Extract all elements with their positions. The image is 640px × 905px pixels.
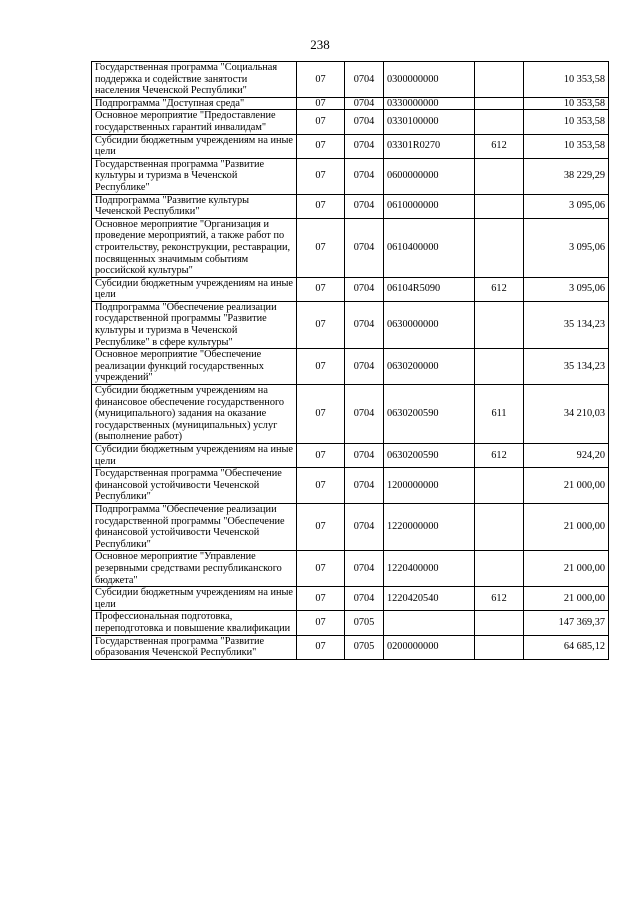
subsection-code-cell: 0704 [345, 587, 384, 611]
amount-cell: 3 095,06 [524, 277, 609, 301]
expense-type-cell [475, 503, 524, 550]
section-code-cell: 07 [297, 349, 345, 385]
target-article-cell: 1220000000 [384, 503, 475, 550]
table-row [92, 551, 609, 587]
subsection-code-cell: 0704 [345, 503, 384, 550]
table-row [92, 62, 609, 98]
section-code-cell: 07 [297, 468, 345, 504]
target-article-cell: 1220420540 [384, 587, 475, 611]
table-row [92, 635, 609, 659]
target-article-cell: 0630200590 [384, 385, 475, 444]
amount-cell: 21 000,00 [524, 551, 609, 587]
amount-cell: 34 210,03 [524, 385, 609, 444]
row-name-cell: Основное мероприятие "Обеспечение реализации функций государственных учреждений" [92, 349, 297, 385]
subsection-code-cell: 0705 [345, 635, 384, 659]
section-code-cell: 07 [297, 551, 345, 587]
section-code-cell: 07 [297, 587, 345, 611]
subsection-code-cell: 0704 [345, 277, 384, 301]
amount-cell: 21 000,00 [524, 587, 609, 611]
row-name-cell: Субсидии бюджетным учреждениям на финансовое обеспечение государственного (муниципального) задания на оказание государственных (муниципальных) услуг (выполнение работ) [92, 385, 297, 444]
target-article-cell: 0600000000 [384, 158, 475, 194]
expense-type-cell [475, 158, 524, 194]
expense-type-cell: 612 [475, 444, 524, 468]
section-code-cell: 07 [297, 444, 345, 468]
section-code-cell: 07 [297, 218, 345, 277]
expense-type-cell [475, 110, 524, 134]
amount-cell: 38 229,29 [524, 158, 609, 194]
row-name-cell: Государственная программа "Развитие культуры и туризма в Чеченской Республике" [92, 158, 297, 194]
amount-cell: 64 685,12 [524, 635, 609, 659]
table-row [92, 444, 609, 468]
table-row [92, 277, 609, 301]
section-code-cell: 07 [297, 110, 345, 134]
target-article-cell: 1200000000 [384, 468, 475, 504]
target-article-cell: 0330100000 [384, 110, 475, 134]
target-article-cell: 1220400000 [384, 551, 475, 587]
section-code-cell: 07 [297, 503, 345, 550]
section-code-cell: 07 [297, 134, 345, 158]
row-name-cell: Основное мероприятие "Управление резервными средствами республиканского бюджета" [92, 551, 297, 587]
section-code-cell: 07 [297, 635, 345, 659]
amount-cell: 924,20 [524, 444, 609, 468]
expense-type-cell [475, 468, 524, 504]
row-name-cell: Государственная программа "Развитие образования Чеченской Республики" [92, 635, 297, 659]
target-article-cell: 0630000000 [384, 301, 475, 348]
row-name-cell: Субсидии бюджетным учреждениям на иные цели [92, 587, 297, 611]
amount-cell: 10 353,58 [524, 62, 609, 98]
target-article-cell [384, 611, 475, 635]
subsection-code-cell: 0704 [345, 218, 384, 277]
subsection-code-cell: 0704 [345, 134, 384, 158]
section-code-cell: 07 [297, 62, 345, 98]
amount-cell: 21 000,00 [524, 503, 609, 550]
target-article-cell: 0200000000 [384, 635, 475, 659]
subsection-code-cell: 0704 [345, 158, 384, 194]
section-code-cell: 07 [297, 97, 345, 110]
row-name-cell: Подпрограмма "Развитие культуры Чеченской Республики" [92, 194, 297, 218]
table-row [92, 218, 609, 277]
expense-type-cell: 611 [475, 385, 524, 444]
subsection-code-cell: 0704 [345, 97, 384, 110]
page-number: 238 [310, 37, 330, 52]
table-body [92, 62, 609, 660]
target-article-cell: 0630200590 [384, 444, 475, 468]
target-article-cell: 0330000000 [384, 97, 475, 110]
row-name-cell: Подпрограмма "Обеспечение реализации государственной программы "Обеспечение финансовой устойчивости Чеченской Республики" [92, 503, 297, 550]
amount-cell: 10 353,58 [524, 97, 609, 110]
section-code-cell: 07 [297, 385, 345, 444]
expense-type-cell: 612 [475, 587, 524, 611]
row-name-cell: Подпрограмма "Обеспечение реализации государственной программы "Развитие культуры и туризма в Чеченской Республике" в сфере культуры" [92, 301, 297, 348]
subsection-code-cell: 0704 [345, 301, 384, 348]
table-row [92, 468, 609, 504]
row-name-cell: Государственная программа "Социальная поддержка и содействие занятости населения Чеченской Республики" [92, 62, 297, 98]
table-row [92, 349, 609, 385]
target-article-cell: 06104R5090 [384, 277, 475, 301]
expense-type-cell [475, 194, 524, 218]
table-row [92, 611, 609, 635]
expense-type-cell [475, 635, 524, 659]
expense-type-cell [475, 97, 524, 110]
expense-type-cell [475, 551, 524, 587]
subsection-code-cell: 0704 [345, 551, 384, 587]
row-name-cell: Субсидии бюджетным учреждениям на иные цели [92, 277, 297, 301]
section-code-cell: 07 [297, 158, 345, 194]
expense-type-cell [475, 611, 524, 635]
amount-cell: 21 000,00 [524, 468, 609, 504]
amount-cell: 10 353,58 [524, 134, 609, 158]
table-row [92, 134, 609, 158]
amount-cell: 3 095,06 [524, 218, 609, 277]
row-name-cell: Государственная программа "Обеспечение финансовой устойчивости Чеченской Республики" [92, 468, 297, 504]
amount-cell: 35 134,23 [524, 349, 609, 385]
expense-type-cell [475, 218, 524, 277]
subsection-code-cell: 0705 [345, 611, 384, 635]
section-code-cell: 07 [297, 301, 345, 348]
table-row [92, 301, 609, 348]
section-code-cell: 07 [297, 277, 345, 301]
subsection-code-cell: 0704 [345, 62, 384, 98]
table-row [92, 110, 609, 134]
row-name-cell: Основное мероприятие "Предоставление государственных гарантий инвалидам" [92, 110, 297, 134]
expense-type-cell [475, 349, 524, 385]
table-row [92, 194, 609, 218]
subsection-code-cell: 0704 [345, 194, 384, 218]
table-row [92, 385, 609, 444]
target-article-cell: 03301R0270 [384, 134, 475, 158]
subsection-code-cell: 0704 [345, 385, 384, 444]
expense-type-cell [475, 62, 524, 98]
table-row [92, 97, 609, 110]
row-name-cell: Субсидии бюджетным учреждениям на иные цели [92, 444, 297, 468]
expense-type-cell [475, 301, 524, 348]
expense-type-cell: 612 [475, 134, 524, 158]
target-article-cell: 0610400000 [384, 218, 475, 277]
table-row [92, 503, 609, 550]
amount-cell: 10 353,58 [524, 110, 609, 134]
section-code-cell: 07 [297, 611, 345, 635]
target-article-cell: 0610000000 [384, 194, 475, 218]
target-article-cell: 0300000000 [384, 62, 475, 98]
budget-table [91, 61, 609, 660]
table-row [92, 158, 609, 194]
amount-cell: 3 095,06 [524, 194, 609, 218]
expense-type-cell: 612 [475, 277, 524, 301]
amount-cell: 147 369,37 [524, 611, 609, 635]
subsection-code-cell: 0704 [345, 444, 384, 468]
row-name-cell: Субсидии бюджетным учреждениям на иные цели [92, 134, 297, 158]
subsection-code-cell: 0704 [345, 110, 384, 134]
row-name-cell: Профессиональная подготовка, переподготовка и повышение квалификации [92, 611, 297, 635]
row-name-cell: Основное мероприятие "Организация и проведение мероприятий, а также работ по строительству, реконструкции, реставрации, посвященных значимым событиям российской культуры" [92, 218, 297, 277]
subsection-code-cell: 0704 [345, 349, 384, 385]
table-row [92, 587, 609, 611]
target-article-cell: 0630200000 [384, 349, 475, 385]
subsection-code-cell: 0704 [345, 468, 384, 504]
amount-cell: 35 134,23 [524, 301, 609, 348]
row-name-cell: Подпрограмма "Доступная среда" [92, 97, 297, 110]
section-code-cell: 07 [297, 194, 345, 218]
